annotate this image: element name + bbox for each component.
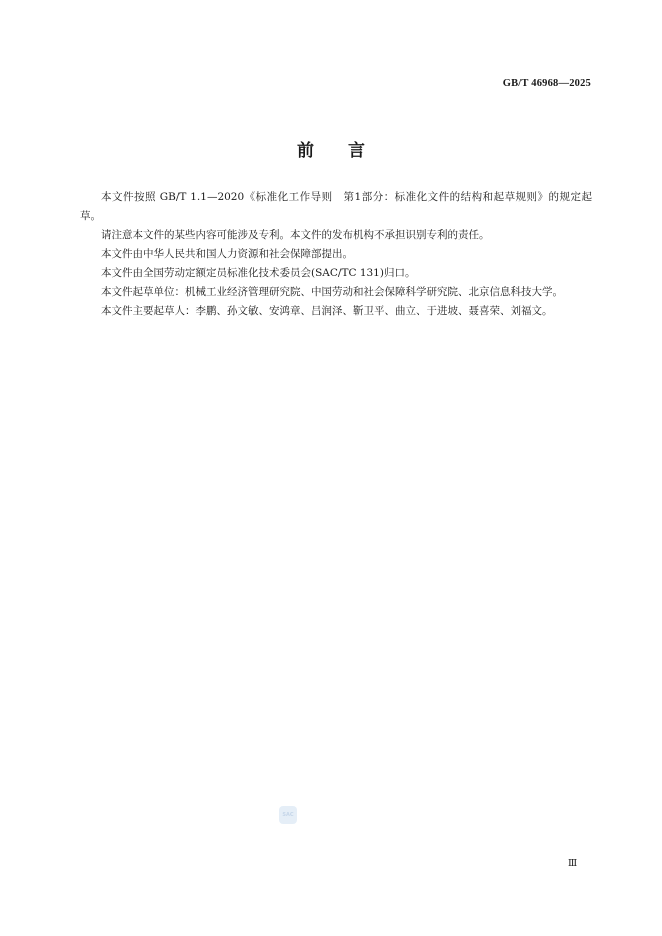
doc-code: GB/T 46968—2025 <box>502 78 591 89</box>
paragraph: 本文件主要起草人：李鹏、孙文敏、安鸿章、吕润泽、靳卫平、曲立、于进坡、聂喜荣、刘福文。 <box>101 305 553 317</box>
document-body <box>80 188 592 321</box>
page-title: 前言 <box>297 141 399 161</box>
paragraph: 本文件由全国劳动定额定员标准化技术委员会(SAC/TC 131)归口。 <box>101 267 416 279</box>
paragraph: 本文件按照 GB/T 1.1—2020《标准化工作导则 第1部分：标准化文件的结构和起草规则》的规定起草。 <box>80 191 592 222</box>
page-number: Ⅲ <box>568 859 578 869</box>
paragraph: 请注意本文件的某些内容可能涉及专利。本文件的发布机构不承担识别专利的责任。 <box>101 229 490 241</box>
paragraph: 本文件由中华人民共和国人力资源和社会保障部提出。 <box>101 248 353 260</box>
watermark-logo: SAC <box>279 806 297 824</box>
paragraph: 本文件起草单位：机械工业经济管理研究院、中国劳动和社会保障科学研究院、北京信息科技大学。 <box>101 286 563 298</box>
